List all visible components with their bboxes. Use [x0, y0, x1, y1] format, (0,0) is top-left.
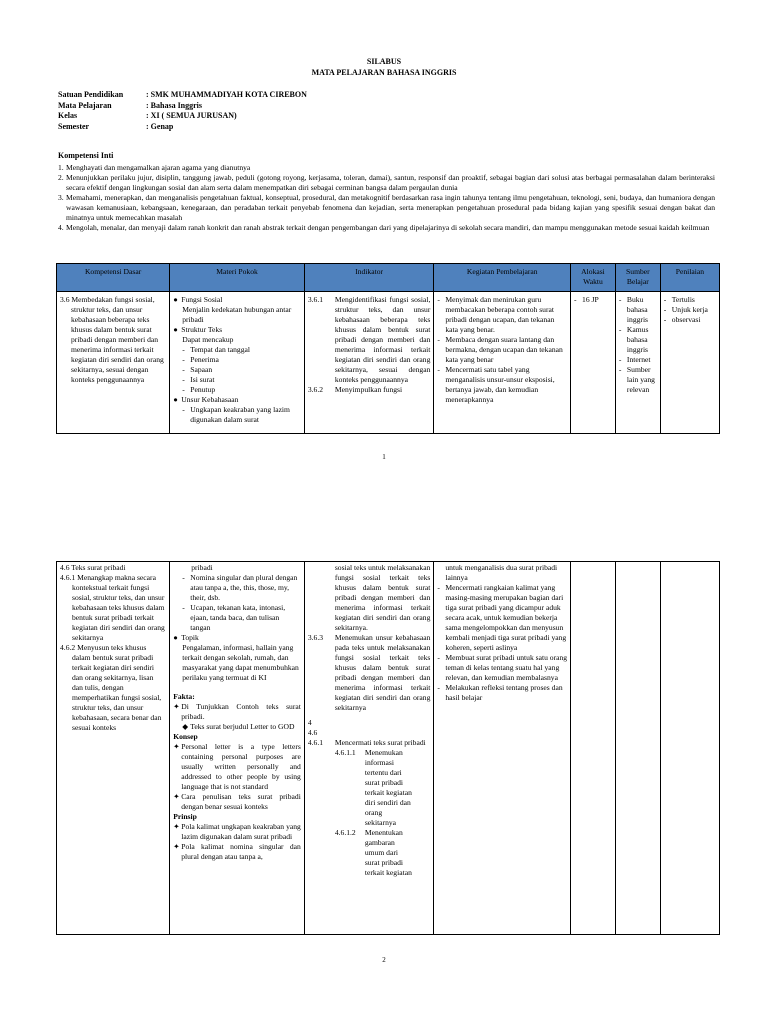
bullet-icon: ●: [173, 295, 178, 304]
document-title: SILABUS: [366, 57, 402, 66]
document-subtitle: MATA PELAJARAN BAHASA INGGRIS: [311, 68, 457, 77]
table-row: [57, 562, 720, 935]
indikator-cell: sosial teks untuk melaksanakan fungsi sosial terkait teks khusus dalam bentuk surat pribadi dengan memberi dan menerima informasi terkait kegiatan diri sendiri dan orang sekitarnya. 3.6.3 Menemukan unsur kebahasaan pada teks untuk melaksanakan fungsi sosial terkait teks khusus dalam bentuk surat pribadi dengan memberi dan menerima informasi terkait kegiatan diri sendiri dan orang sekitarnya 4 4.6 4.6.1 Mencermati teks surat pribadi 4.6.1.1 Menemukan informasi tertentu dari surat pribadi terkait kegiatan diri sendiri dan orang sekitarnya 4.6.1.2 Menentukan gambaran umum dari surat pribadi terkait kegiatan: [304, 562, 434, 935]
table-row: [57, 292, 720, 434]
waktu-cell: - 16 JP: [571, 292, 616, 434]
sumber-cell: - Buku bahasa inggris - Kamus bahasa inggris - Internet - Sumber lain yang relevan: [615, 292, 660, 434]
table-header-row: [57, 264, 720, 292]
penilaian-cell: - Tertulis - Unjuk kerja - observasi: [660, 292, 719, 434]
materi-cell: ● Fungsi Sosial Menjalin kedekatan hubungan antar pribadi ● Struktur Teks Dapat mencakup - Tempat dan tanggal - Penerima - Sapaan - Isi surat - Penutup ● Unsur Kebahasaan - Ungkapan keakraban yang lazim digunakan dalam surat: [170, 292, 305, 434]
ki-item: 4. Mengolah, menalar, dan menyaji dalam ranah konkrit dan ranah abstrak terkait dengan pengembangan dari yang dipelajarinya di sekolah secara mandiri, dan mampu menggunakan metode sesuai kaidah keilmuan: [58, 222, 710, 232]
meta-row: Mata Pelajaran : Bahasa Inggris: [58, 100, 203, 110]
meta-row: Satuan Pendidikan : SMK MUHAMMADIYAH KOTA CIREBON: [58, 90, 307, 99]
kompetensi-inti: [58, 151, 715, 233]
header-penilaian: Penilaian: [660, 264, 719, 292]
kd-cell: 4.6 Teks surat pribadi 4.6.1 Menangkap makna secara kontekstual terkait fungsi sosial, struktur teks, dan unsur kebahasaan teks khusus dalam bentuk surat pribadi terkait kegiatan diri sendiri dan orang sekitarnya 4.6.2 Menyusun teks khusus dalam bentuk surat pribadi terkait kegiatan diri sendiri dan orang sekitarnya, lisan dan tulis, dengan memperhatikan fungsi sosial, struktur teks, dan unsur kebahasaan, secara benar dan sesuai konteks: [57, 562, 170, 935]
page-number: 2: [382, 956, 386, 964]
syllabus-table-continued: [56, 561, 720, 935]
sumber-cell: [615, 562, 660, 935]
kegiatan-cell: untuk menganalisis dua surat pribadi lainnya - Mencermati rangkaian kalimat yang masing-masing merupakan bagian dari tiga surat pribadi yang dicampur aduk secara acak, untuk kemudian bekerja sama mengelompokkan dan menyusun kembali menjadi tiga surat pribadi yang koheren, seperti aslinya - Membuat surat pribadi untuk satu orang teman di kelas tentang suatu hal yang relevan, dan kemudian membalasnya - Melakukan refleksi tentang proses dan hasil belajar: [434, 562, 571, 935]
meta-row: Semester : Genap: [58, 121, 174, 131]
page-2: [0, 520, 768, 1024]
ki-heading: Kompetensi Inti: [58, 151, 114, 160]
bullet-icon: ●: [173, 633, 178, 643]
ki-item: 3. Memahami, menerapkan, dan menganalisis pengetahuan faktual, konseptual, prosedural, dan metakognitif berdasarkan rasa ingin tahunya tentang ilmu pengetahuan, teknologi, seni, budaya, dan humaniora dengan wawasan kemanusiaan, kebangsaan, kenegaraan, dan peradaban terkait penyebab fenomena dan kejadian, serta menerapkan pengetahuan prosedural pada bidang kajian yang spesifik sesuai dengan bakat dan minatnya untuk memecahkan masalah: [58, 192, 715, 222]
header-materi-pokok: Materi Pokok: [170, 264, 305, 292]
diamond-bullet-icon: ✦: [173, 822, 180, 832]
diamond-bullet-icon: ✦: [173, 742, 180, 752]
header-sumber-belajar: Sumber Belajar: [615, 264, 660, 292]
header-indikator: Indikator: [304, 264, 434, 292]
diamond-bullet-icon: ✦: [173, 702, 180, 712]
kegiatan-cell: - Menyimak dan menirukan guru membacakan beberapa contoh surat pribadi dengan ucapan, dan tekanan kata yang benar. - Membaca dengan suara lantang dan bermakna, dengan ucapan dan tekanan kata yang benar - Mencermati satu tabel yang menganalisis unsur-unsur eksposisi, bertanya jawab, dan kemudian menerapkannya: [434, 292, 571, 434]
meta-row: Kelas : XI ( SEMUA JURUSAN): [58, 111, 237, 120]
diamond-bullet-icon: ✦: [173, 792, 180, 802]
diamond-bullet-icon: ◆: [182, 722, 189, 732]
ki-item: 2. Menunjukkan perilaku jujur, disiplin, tanggung jawab, peduli (gotong royong, kerjasama, toleran, damai), santun, responsif dan proaktif, sebagai bagian dari solusi atas berbagai permasalahan dalam berinteraksi secara efektif dengan lingkungan sosial dan alam serta dalam menempatkan diri sebagai cerminan bangsa dalam pergaulan dunia: [58, 172, 715, 192]
kd-cell: 3.6 Membedakan fungsi sosial, struktur teks, dan unsur kebahasaan beberapa teks khusus dalam bentuk surat pribadi dengan memberi dan menerima informasi terkait kegiatan diri sendiri dan orang sekitarnya, sesuai dengan konteks penggunaannya: [57, 292, 170, 434]
materi-cell: pribadi - Nomina singular dan plural dengan atau tanpa a, the, this, those, my, their, dsb. - Ucapan, tekanan kata, intonasi, ejaan, tanda baca, dan tulisan tangan ● Topik Pengalaman, informasi, hallain yang terkait dengan sekolah, rumah, dan masyarakat yang dapat menumbuhkan perilaku yang termuat di KI Fakta: ✦ Di Tunjukkan Contoh teks surat pribadi. ◆ Teks surat berjudul Letter to GOD Konsep ✦ Personal letter is a type letters containing personal purposes are usually written personally and addressed to other people by using language that is not standard ✦ Cara penulisan teks surat pribadi dengan benar sesuai konteks Prinsip ✦ Pola kalimat ungkapan keakraban yang lazim digunakan dalam surat pribadi ✦ Pola kalimat nomina singular dan plural dengan atau tanpa a,: [170, 562, 305, 935]
penilaian-cell: [660, 562, 719, 935]
indikator-cell: 3.6.1 Mengidentifikasi fungsi sosial, struktur teks, dan unsur kebahasaan beberapa teks khusus dalam bentuk surat pribadi dengan memberi dan menerima informasi terkait kegiatan diri sendiri dan orang sekitarnya, sesuai dengan konteks penggunaannya 3.6.2 Menyimpulkan fungsi: [304, 292, 434, 434]
page-number: 1: [382, 453, 386, 461]
diamond-bullet-icon: ✦: [173, 842, 180, 852]
waktu-cell: [571, 562, 616, 935]
header-kompetensi-dasar: Kompetensi Dasar: [57, 264, 170, 292]
bullet-icon: ●: [173, 395, 178, 405]
ki-item: 1. Menghayati dan mengamalkan ajaran agama yang dianutnya: [58, 162, 251, 172]
syllabus-table: [56, 263, 720, 434]
header-kegiatan: Kegiatan Pembelajaran: [434, 264, 571, 292]
identity-block: [58, 90, 307, 132]
header-alokasi-waktu: Alokasi Waktu: [571, 264, 616, 292]
bullet-icon: ●: [173, 325, 178, 335]
